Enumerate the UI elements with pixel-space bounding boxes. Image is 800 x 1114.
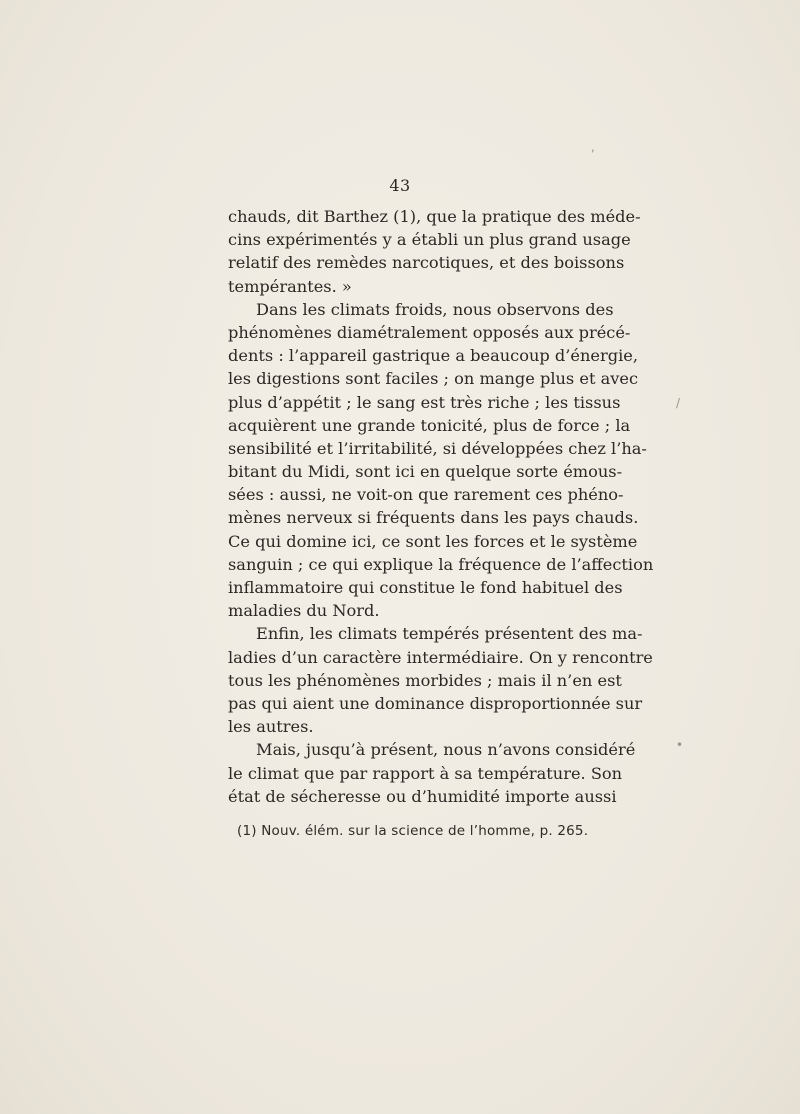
- footnote: (1) Nouv. élém. sur la science de l’homme, p. 265.: [237, 823, 589, 839]
- text-line: bitant du Midi, sont ici en quelque sorte émous-: [228, 462, 623, 482]
- text-line: Mais, jusqu’à présent, nous n’avons considéré: [256, 740, 636, 760]
- text-line: chauds, dit Barthez (1), que la pratique des méde-: [228, 207, 641, 226]
- text-line: ladies d’un caractère intermédiaire. On y rencontre: [228, 647, 653, 667]
- text-line: relatif des remèdes narcotiques, et des boissons: [228, 253, 625, 273]
- text-line: plus d’appétit ; le sang est très riche ; les tissus: [228, 392, 621, 412]
- text-line: sensibilité et l’irritabilité, si développées chez l’ha-: [228, 438, 647, 458]
- text-line: sées : aussi, ne voit-on que rarement ces phéno-: [228, 485, 624, 505]
- text-line: le climat que par rapport à sa température. Son: [228, 763, 623, 783]
- body-text: [228, 205, 654, 808]
- paper-speck: /: [676, 396, 681, 410]
- text-line: Ce qui domine ici, ce sont les forces et le système: [228, 531, 638, 551]
- text-line: pas qui aient une dominance disproportionnée sur: [228, 693, 643, 713]
- text-line: Enfin, les climats tempérés présentent des ma-: [256, 624, 643, 644]
- text-line: maladies du Nord.: [228, 601, 380, 621]
- text-line: acquièrent une grande tonicité, plus de force ; la: [228, 415, 631, 435]
- text-line: tempérantes. »: [228, 276, 352, 296]
- text-line: les digestions sont faciles ; on mange plus et avec: [228, 369, 639, 389]
- text-line: mènes nerveux si fréquents dans les pays chauds.: [228, 508, 639, 528]
- text-line: inflammatoire qui constitue le fond habituel des: [228, 578, 623, 597]
- text-line: état de sécheresse ou d’humidité importe aussi: [228, 786, 617, 806]
- text-line: Dans les climats froids, nous observons des: [256, 299, 614, 319]
- text-line: dents : l’appareil gastrique a beaucoup d’énergie,: [228, 346, 638, 366]
- text-line: les autres.: [228, 717, 314, 737]
- text-line: phénomènes diamétralement opposés aux précé-: [228, 322, 631, 342]
- paper-speck: •: [676, 738, 684, 752]
- text-line: sanguin ; ce qui explique la fréquence de l’affection: [228, 554, 654, 574]
- text-line: cins expérimentés y a établi un plus grand usage: [228, 230, 631, 250]
- page-number: 43: [389, 176, 411, 195]
- paper-speck: ,: [591, 140, 595, 154]
- text-line: tous les phénomènes morbides ; mais il n’en est: [228, 670, 622, 690]
